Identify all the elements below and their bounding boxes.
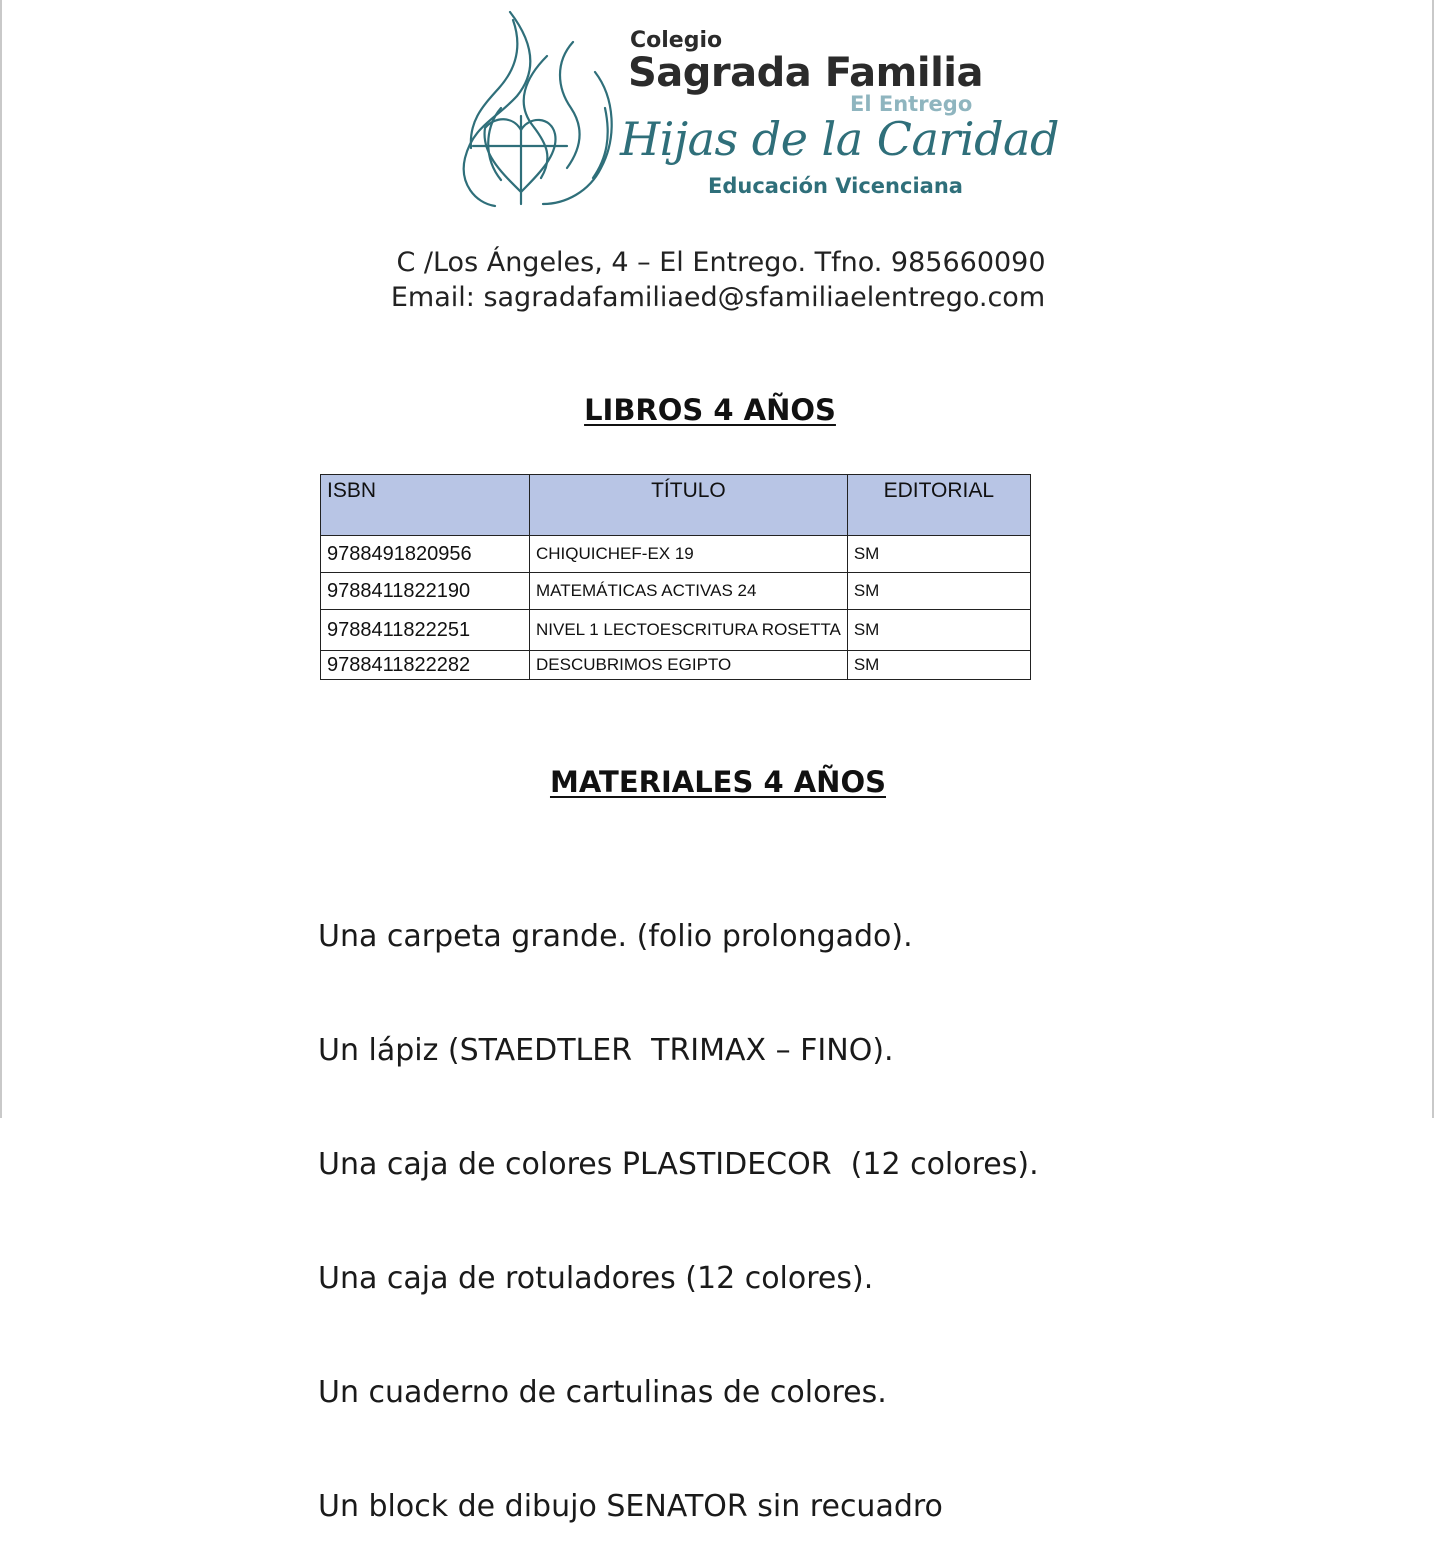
- title-cell: DESCUBRIMOS EGIPTO: [530, 651, 848, 680]
- table-row: [321, 610, 1031, 651]
- publisher-cell: SM: [847, 610, 1030, 651]
- address-line: C /Los Ángeles, 4 – El Entrego. Tfno. 985660090: [396, 247, 1046, 278]
- list-item: Una carpeta grande. (folio prolongado).: [318, 919, 913, 954]
- publisher-cell: SM: [847, 651, 1030, 680]
- publisher-cell: SM: [847, 536, 1030, 573]
- logo-subtitle: Educación Vicenciana: [708, 174, 963, 198]
- table-row: [321, 536, 1031, 573]
- list-item: Una caja de colores PLASTIDECOR (12 colores).: [318, 1147, 1039, 1182]
- table-row: [321, 573, 1031, 610]
- isbn-cell: 9788411822190: [321, 573, 530, 610]
- isbn-cell: 9788411822251: [321, 610, 530, 651]
- logo-town: El Entrego: [850, 92, 973, 116]
- column-header-editorial: EDITORIAL: [847, 475, 1030, 536]
- email-line: Email: sagradafamiliaed@sfamiliaelentrego.com: [390, 282, 1046, 313]
- column-header-titulo: TÍTULO: [530, 475, 848, 536]
- school-emblem-icon: [455, 8, 625, 213]
- materials-heading: MATERIALES 4 AÑOS: [549, 765, 886, 799]
- table-row: [321, 651, 1031, 680]
- list-item: Un lápiz (STAEDTLER TRIMAX – FINO).: [318, 1033, 894, 1068]
- list-item: Un cuaderno de cartulinas de colores.: [318, 1375, 887, 1410]
- books-heading: LIBROS 4 AÑOS: [584, 393, 836, 427]
- title-cell: NIVEL 1 LECTOESCRITURA ROSETTA: [530, 610, 848, 651]
- logo-colegio-text: Colegio: [630, 28, 723, 53]
- materials-list: [318, 842, 1039, 1564]
- list-item: Un block de dibujo SENATOR sin recuadro: [318, 1489, 943, 1524]
- column-header-isbn: ISBN: [321, 475, 530, 536]
- books-table: [320, 474, 1031, 680]
- table-header-row: [321, 475, 1031, 536]
- list-item: Una caja de rotuladores (12 colores).: [318, 1261, 874, 1296]
- publisher-cell: SM: [847, 573, 1030, 610]
- title-cell: CHIQUICHEF-EX 19: [530, 536, 848, 573]
- isbn-cell: 9788491820956: [321, 536, 530, 573]
- logo-script-title: Hijas de la Caridad: [620, 112, 1059, 166]
- title-cell: MATEMÁTICAS ACTIVAS 24: [530, 573, 848, 610]
- isbn-cell: 9788411822282: [321, 651, 530, 680]
- logo-school-name: Sagrada Familia: [628, 50, 983, 96]
